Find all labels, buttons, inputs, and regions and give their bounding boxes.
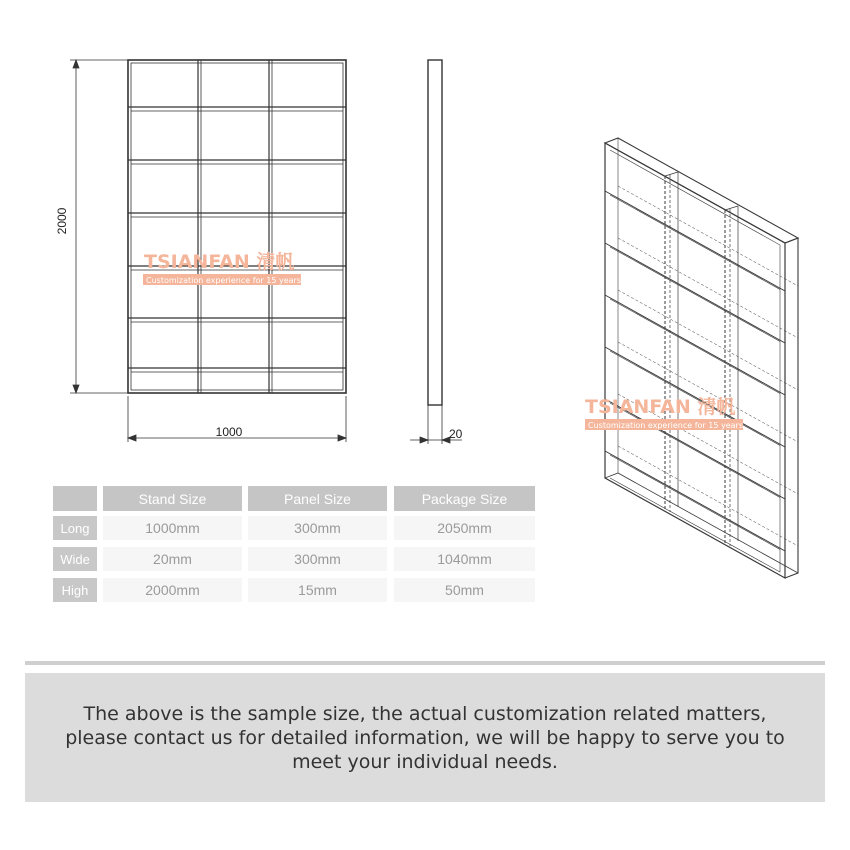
column-header: Package Size (394, 486, 535, 511)
shelf-line (605, 451, 785, 551)
svg-text:Customization experience for 1: Customization experience for 15 years (146, 276, 302, 285)
width-dimension-label: 1000 (215, 425, 243, 439)
front-view (128, 60, 346, 393)
shelf-line (610, 195, 780, 289)
table-cell: 50mm (394, 578, 535, 602)
table-cell: 2000mm (103, 578, 242, 602)
shelf-line (605, 243, 785, 343)
section-divider (25, 661, 825, 665)
table-cell: 300mm (248, 547, 387, 571)
svg-text:TSIANFAN 清帆: TSIANFAN 清帆 (585, 396, 736, 418)
table-corner (53, 486, 97, 511)
column-header: Panel Size (248, 486, 387, 511)
side-view (428, 60, 442, 405)
watermark-front (143, 250, 301, 285)
row-label: Long (53, 516, 97, 540)
note-box (25, 673, 825, 802)
height-dimension-label: 2000 (55, 207, 69, 235)
watermark-iso (585, 395, 743, 430)
isometric-view (605, 138, 798, 578)
shelf-line (618, 186, 798, 286)
shelf-line (610, 247, 780, 341)
shelf-line (605, 295, 785, 395)
svg-text:TSIANFAN 清帆: TSIANFAN 清帆 (144, 251, 295, 273)
svg-text:Customization experience for 1: Customization experience for 15 years (588, 421, 744, 430)
shelf-line (610, 299, 780, 393)
shelf-line (618, 446, 798, 546)
height-dimension (70, 60, 128, 393)
shelf-line (605, 191, 785, 291)
table-cell: 2050mm (394, 516, 535, 540)
table-cell: 1040mm (394, 547, 535, 571)
note-text: The above is the sample size, the actual customization related matters, please contact us for detailed information, we will be happy to serve you to meet your individual needs. (65, 702, 785, 773)
depth-dimension-label: 20 (449, 427, 463, 441)
row-label: High (53, 578, 97, 602)
column-header: Stand Size (103, 486, 242, 511)
shelf-line (610, 455, 780, 549)
table-cell: 20mm (103, 547, 242, 571)
shelf-line (618, 238, 798, 338)
table-cell: 15mm (248, 578, 387, 602)
table-cell: 300mm (248, 516, 387, 540)
row-label: Wide (53, 547, 97, 571)
shelf-line (618, 290, 798, 390)
spec-table (53, 486, 537, 606)
table-cell: 1000mm (103, 516, 242, 540)
